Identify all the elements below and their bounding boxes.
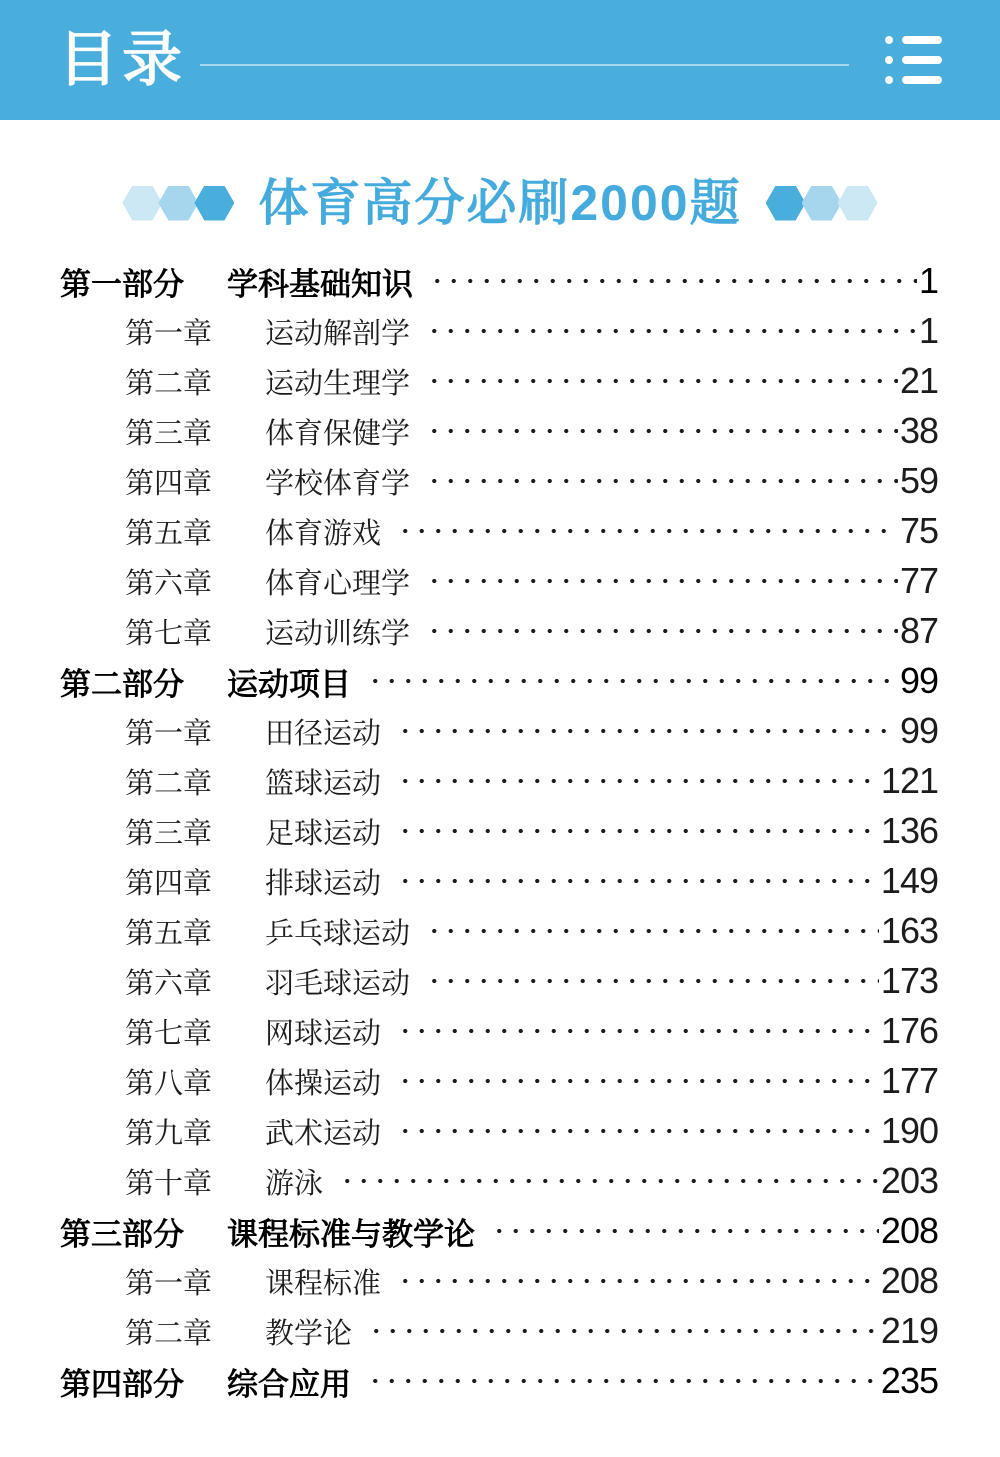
toc-entry-title: 教学论: [265, 1317, 353, 1350]
list-icon-row: [885, 36, 942, 44]
dot-leader: [397, 856, 879, 906]
toc-entry-title: 足球运动: [265, 817, 382, 850]
toc-entry-page: 121: [880, 760, 938, 801]
hexagon-dark: [766, 186, 806, 221]
toc-entry-title: 体操运动: [265, 1067, 382, 1100]
toc-entry[interactable]: [0, 906, 1000, 956]
toc-entry-title: 羽毛球运动: [265, 967, 411, 1000]
dot-leader: [426, 556, 898, 606]
hexagon-dark: [194, 186, 234, 221]
list-icon-bar: [902, 56, 942, 64]
toc-entry-label: 第十章: [125, 1167, 213, 1200]
dot-leader: [397, 806, 879, 856]
toc-entry-label: 第一部分: [60, 266, 184, 302]
toc-entry[interactable]: [0, 856, 1000, 906]
toc-entry-title: 课程标准与教学论: [227, 1216, 475, 1252]
toc-entry-label: 第七章: [125, 617, 213, 650]
toc-entry-title: 游泳: [265, 1167, 324, 1200]
toc-entry-title: 学校体育学: [265, 467, 411, 500]
toc-entry-label: 第五章: [125, 917, 213, 950]
toc-entry-label: 第七章: [125, 1017, 213, 1050]
toc-entry[interactable]: [0, 1206, 1000, 1256]
book-title-block: [0, 120, 1000, 256]
page-title: 目录: [58, 26, 186, 93]
toc-entry[interactable]: [0, 756, 1000, 806]
toc-entry-page: 203: [880, 1160, 938, 1201]
toc-entry-label: 第一章: [125, 1267, 213, 1300]
toc-entry-label: 第五章: [125, 517, 213, 550]
toc-entry-page: 208: [880, 1210, 938, 1251]
toc-entry-page: 21: [899, 360, 938, 401]
list-icon: [885, 36, 942, 84]
dot-leader: [426, 906, 879, 956]
toc-entry-page: 177: [880, 1060, 938, 1101]
toc-entry-page: 99: [899, 710, 938, 751]
toc-entry[interactable]: [0, 1306, 1000, 1356]
toc-entry[interactable]: [0, 806, 1000, 856]
dot-leader: [367, 1356, 879, 1406]
dot-leader: [426, 356, 898, 406]
toc-entry[interactable]: [0, 306, 1000, 356]
toc-entry-label: 第三部分: [60, 1216, 184, 1252]
toc-entry-page: 149: [880, 860, 938, 901]
toc-entry-label: 第二章: [125, 367, 213, 400]
toc-entry-page: 219: [880, 1310, 938, 1351]
toc-entry[interactable]: [0, 956, 1000, 1006]
toc-entry[interactable]: [0, 256, 1000, 306]
toc-entry-title: 武术运动: [265, 1117, 382, 1150]
toc-entry-label: 第四章: [125, 867, 213, 900]
list-icon-dot: [885, 36, 893, 44]
toc-entry-title: 运动生理学: [265, 367, 411, 400]
book-title: 体育高分必刷2000题: [258, 175, 742, 231]
toc-entry-page: 173: [880, 960, 938, 1001]
toc-entry-label: 第三章: [125, 417, 213, 450]
dot-leader: [397, 1056, 879, 1106]
hexagon-light: [838, 186, 878, 221]
toc-entry[interactable]: [0, 706, 1000, 756]
toc-entry-label: 第六章: [125, 567, 213, 600]
toc-entry-title: 体育心理学: [265, 567, 411, 600]
toc-entry-page: 87: [899, 610, 938, 651]
toc-entry-page: 163: [880, 910, 938, 951]
list-icon-bar: [902, 76, 942, 84]
toc-entry-page: 75: [899, 510, 938, 551]
toc-entry-page: 1: [918, 310, 938, 351]
dot-leader: [397, 1106, 879, 1156]
dot-leader: [491, 1206, 879, 1256]
toc-entry[interactable]: [0, 656, 1000, 706]
toc-entry[interactable]: [0, 1356, 1000, 1406]
toc-entry-label: 第六章: [125, 967, 213, 1000]
toc-entry-title: 体育保健学: [265, 417, 411, 450]
header-divider: [200, 64, 849, 66]
toc-entry-label: 第二章: [125, 1317, 213, 1350]
toc-entry[interactable]: [0, 1056, 1000, 1106]
dot-leader: [426, 606, 898, 656]
hexagon-light: [122, 186, 162, 221]
toc-entry-title: 排球运动: [265, 867, 382, 900]
dot-leader: [397, 706, 898, 756]
toc-entry[interactable]: [0, 1256, 1000, 1306]
toc-entry[interactable]: [0, 356, 1000, 406]
dot-leader: [397, 506, 898, 556]
toc-entry-page: 190: [880, 1110, 938, 1151]
toc-entry[interactable]: [0, 1006, 1000, 1056]
toc-entry-title: 运动项目: [227, 666, 351, 702]
dot-leader: [339, 1156, 879, 1206]
page-header: [0, 0, 1000, 120]
toc-entry-label: 第四章: [125, 467, 213, 500]
list-icon-row: [885, 76, 942, 84]
toc-entry-page: 99: [899, 660, 938, 701]
toc-entry-title: 运动训练学: [265, 617, 411, 650]
toc-entry-label: 第八章: [125, 1067, 213, 1100]
toc-entry-page: 208: [880, 1260, 938, 1301]
toc-entry-title: 运动解剖学: [265, 317, 411, 350]
toc-entry-label: 第三章: [125, 817, 213, 850]
toc-entry[interactable]: [0, 1106, 1000, 1156]
dot-leader: [429, 256, 917, 306]
toc-entry[interactable]: [0, 456, 1000, 506]
list-icon-dot: [885, 76, 893, 84]
dot-leader: [426, 406, 898, 456]
toc-entry-title: 乒乓球运动: [265, 917, 411, 950]
toc-entry-title: 篮球运动: [265, 767, 382, 800]
toc-entry-title: 学科基础知识: [227, 266, 413, 302]
toc-entry-title: 课程标准: [265, 1267, 382, 1300]
toc-entry-label: 第九章: [125, 1117, 213, 1150]
toc-entry-page: 59: [899, 460, 938, 501]
toc-entry-page: 235: [880, 1360, 938, 1401]
toc-entry-page: 38: [899, 410, 938, 451]
dot-leader: [426, 306, 917, 356]
list-icon-bar: [902, 36, 942, 44]
dot-leader: [368, 1306, 879, 1356]
toc-entry-title: 网球运动: [265, 1017, 382, 1050]
hexagon-mid: [158, 186, 198, 221]
toc-entry[interactable]: [0, 406, 1000, 456]
toc-entry-title: 综合应用: [227, 1366, 351, 1402]
hexagon-decoration-right: [766, 186, 878, 221]
toc-entry[interactable]: [0, 506, 1000, 556]
toc-entry-title: 田径运动: [265, 717, 382, 750]
hexagon-mid: [802, 186, 842, 221]
toc-entry-label: 第一章: [125, 717, 213, 750]
toc-entry-label: 第四部分: [60, 1366, 184, 1402]
dot-leader: [397, 756, 879, 806]
toc-entry-page: 77: [899, 560, 938, 601]
dot-leader: [397, 1256, 879, 1306]
toc-entry-label: 第一章: [125, 317, 213, 350]
dot-leader: [367, 656, 898, 706]
toc-entry-label: 第二章: [125, 767, 213, 800]
toc-entry[interactable]: [0, 1156, 1000, 1206]
toc-entry-page: 1: [918, 260, 938, 301]
dot-leader: [426, 956, 879, 1006]
toc-entry-title: 体育游戏: [265, 517, 382, 550]
hexagon-decoration-left: [122, 186, 234, 221]
toc-entry[interactable]: [0, 606, 1000, 656]
list-icon-row: [885, 56, 942, 64]
dot-leader: [397, 1006, 879, 1056]
dot-leader: [426, 456, 898, 506]
toc-entry-label: 第二部分: [60, 666, 184, 702]
list-icon-dot: [885, 56, 893, 64]
toc-entry-page: 176: [880, 1010, 938, 1051]
toc-entry-page: 136: [880, 810, 938, 851]
toc-list: [0, 256, 1000, 1406]
toc-entry[interactable]: [0, 556, 1000, 606]
